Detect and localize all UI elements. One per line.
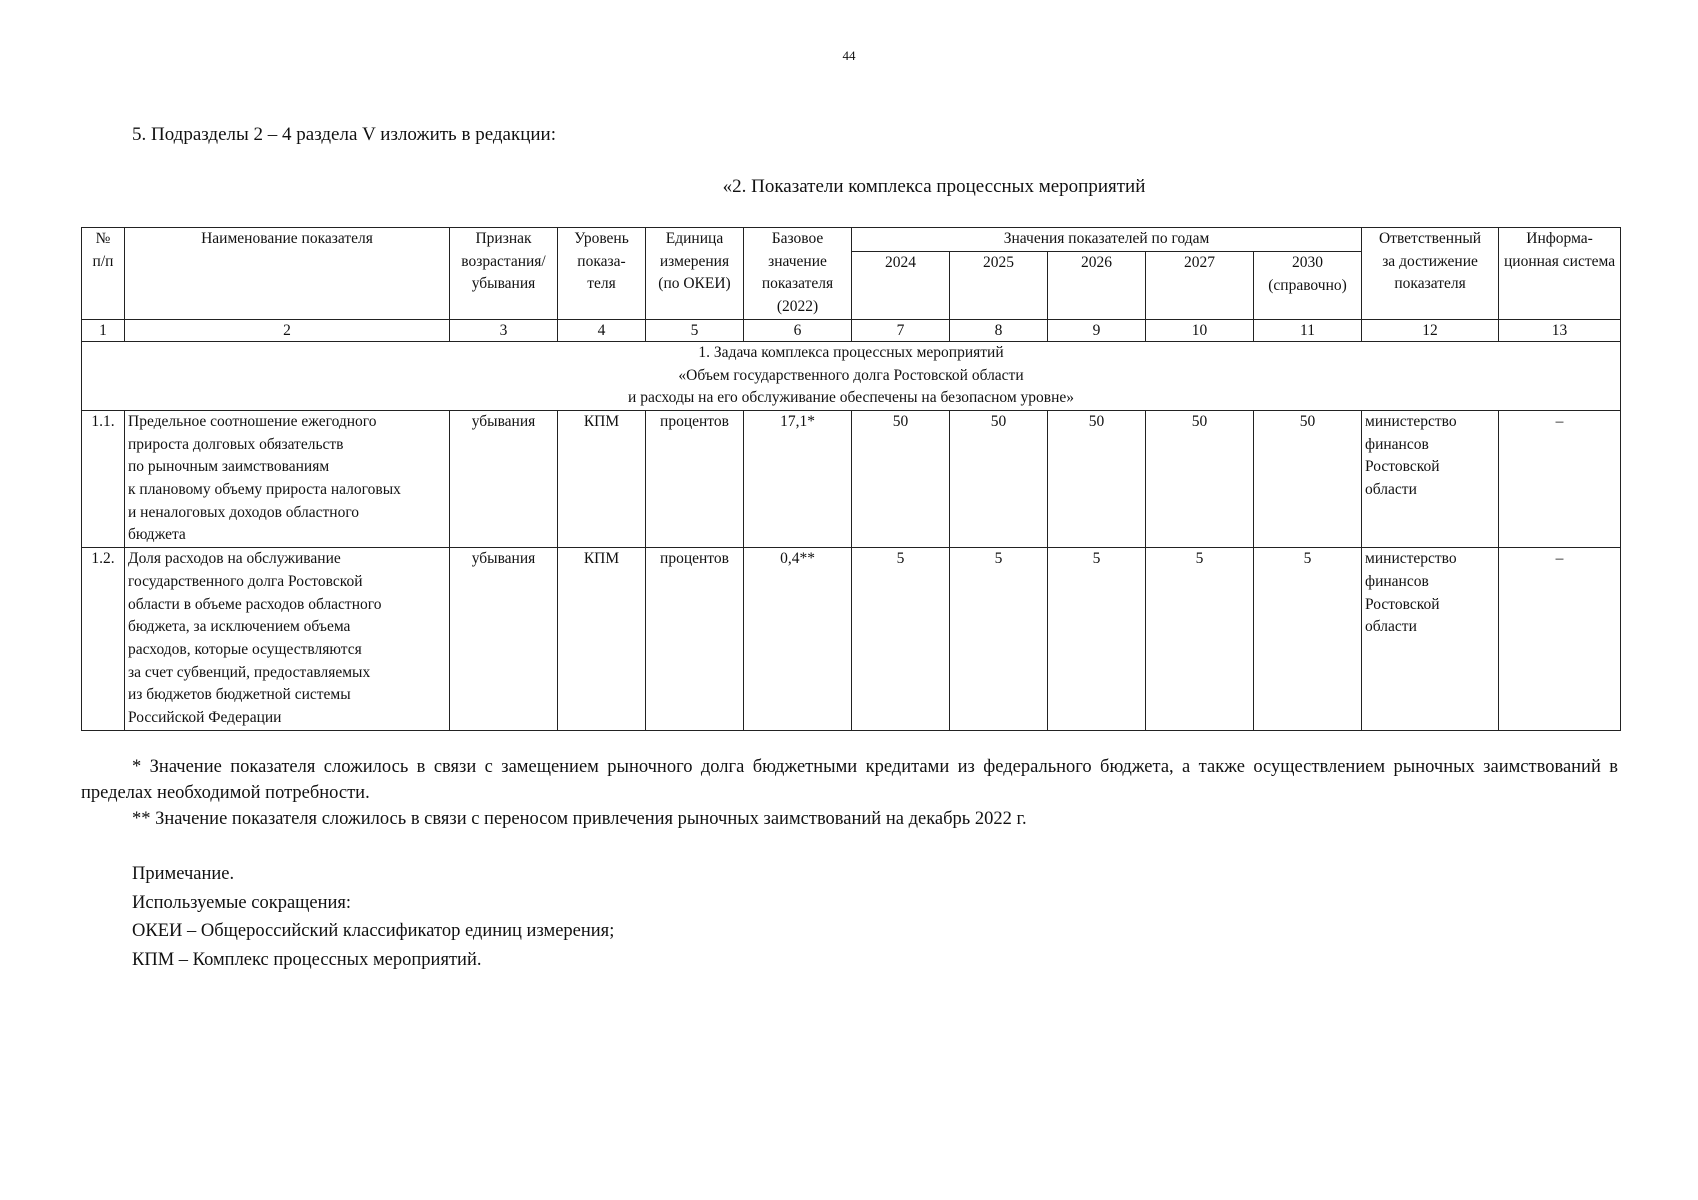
header-infosys: Информа- ционная система — [1499, 228, 1621, 320]
row-value-2030: 5 — [1254, 548, 1362, 731]
row-num: 1.1. — [82, 410, 125, 547]
header-name: Наименование показателя — [125, 228, 450, 320]
row-sign: убывания — [450, 410, 558, 547]
column-number: 5 — [646, 319, 744, 341]
row-sign: убывания — [450, 548, 558, 731]
notes — [132, 860, 614, 974]
column-number: 10 — [1146, 319, 1254, 341]
row-infosys: – — [1499, 410, 1621, 547]
column-number: 13 — [1499, 319, 1621, 341]
note-abbreviations-label: Используемые сокращения: — [132, 892, 352, 913]
note-okei: ОКЕИ – Общероссийский классификатор единиц измерения; — [132, 921, 615, 941]
row-level: КПМ — [558, 410, 646, 547]
header-year-2027: 2027 — [1146, 251, 1254, 319]
column-number: 9 — [1048, 319, 1146, 341]
row-unit: процентов — [646, 410, 744, 547]
row-value-2027: 50 — [1146, 410, 1254, 547]
intro-text: 5. Подразделы 2 – 4 раздела V изложить в редакции: — [132, 124, 556, 145]
column-number: 1 — [82, 319, 125, 341]
header-year-2024: 2024 — [852, 251, 950, 319]
header-row-1 — [82, 228, 1621, 252]
column-number: 3 — [450, 319, 558, 341]
header-year-2030: 2030 (справочно) — [1254, 251, 1362, 319]
column-number: 2 — [125, 319, 450, 341]
row-level: КПМ — [558, 548, 646, 731]
column-number: 12 — [1362, 319, 1499, 341]
table-row — [82, 548, 1621, 731]
row-base-value: 17,1* — [744, 410, 852, 547]
row-value-2026: 50 — [1048, 410, 1146, 547]
header-responsible: Ответственный за достижение показателя — [1362, 228, 1499, 320]
table-row — [82, 410, 1621, 547]
row-indicator-name: Предельное соотношение ежегодного прироста долговых обязательств по рыночным заимствованиям к плановому объему прироста налоговых и неналоговых доходов областного бюджета — [125, 410, 450, 547]
row-value-2026: 5 — [1048, 548, 1146, 731]
row-value-2024: 50 — [852, 410, 950, 547]
row-responsible: министерство финансов Ростовской области — [1362, 548, 1499, 731]
note-heading: Примечание. — [132, 864, 235, 884]
table-title: «2. Показатели комплекса процессных мероприятий — [722, 176, 1146, 197]
header-num: № п/п — [82, 228, 125, 320]
footnote-1: * Значение показателя сложилось в связи с замещением рыночного долга бюджетными кредитами из федерального бюджета, а также осуществлением рыночных заимствований в пределах необходимой потребности. — [81, 757, 1618, 803]
indicators-table — [81, 227, 1621, 731]
note-kpm: КПМ – Комплекс процессных мероприятий. — [132, 949, 482, 970]
column-number: 4 — [558, 319, 646, 341]
column-number: 8 — [950, 319, 1048, 341]
header-base: Базовое значение показателя (2022) — [744, 228, 852, 320]
row-value-2030: 50 — [1254, 410, 1362, 547]
column-number: 7 — [852, 319, 950, 341]
row-num: 1.2. — [82, 548, 125, 731]
row-base-value: 0,4** — [744, 548, 852, 731]
task-row — [82, 341, 1621, 410]
row-responsible: министерство финансов Ростовской области — [1362, 410, 1499, 547]
column-number: 6 — [744, 319, 852, 341]
row-value-2025: 5 — [950, 548, 1048, 731]
header-year-2025: 2025 — [950, 251, 1048, 319]
row-infosys: – — [1499, 548, 1621, 731]
header-year-2026: 2026 — [1048, 251, 1146, 319]
column-numbers-row — [82, 319, 1621, 341]
header-years-group: Значения показателей по годам — [852, 228, 1362, 252]
row-unit: процентов — [646, 548, 744, 731]
footnote-2: ** Значение показателя сложилось в связи с переносом привлечения рыночных заимствований на декабрь 2022 г. — [132, 809, 1027, 829]
column-number: 11 — [1254, 319, 1362, 341]
header-unit: Единица измерения (по ОКЕИ) — [646, 228, 744, 320]
row-indicator-name: Доля расходов на обслуживание государственного долга Ростовской области в объеме расходов областного бюджета, за исключением объема расходов, которые осуществляются за счет субвенций, предоставляемых из бюджетов бюджетной системы Российской Федерации — [125, 548, 450, 731]
row-value-2027: 5 — [1146, 548, 1254, 731]
page-number: 44 — [842, 48, 856, 63]
row-value-2024: 5 — [852, 548, 950, 731]
row-value-2025: 50 — [950, 410, 1048, 547]
header-sign: Признак возрастания/ убывания — [450, 228, 558, 320]
footnotes — [81, 754, 1618, 832]
header-level: Уровень показа- теля — [558, 228, 646, 320]
task-heading: 1. Задача комплекса процессных мероприятий «Объем государственного долга Ростовской области и расходы на его обслуживание обеспечены на безопасном уровне» — [82, 341, 1621, 410]
